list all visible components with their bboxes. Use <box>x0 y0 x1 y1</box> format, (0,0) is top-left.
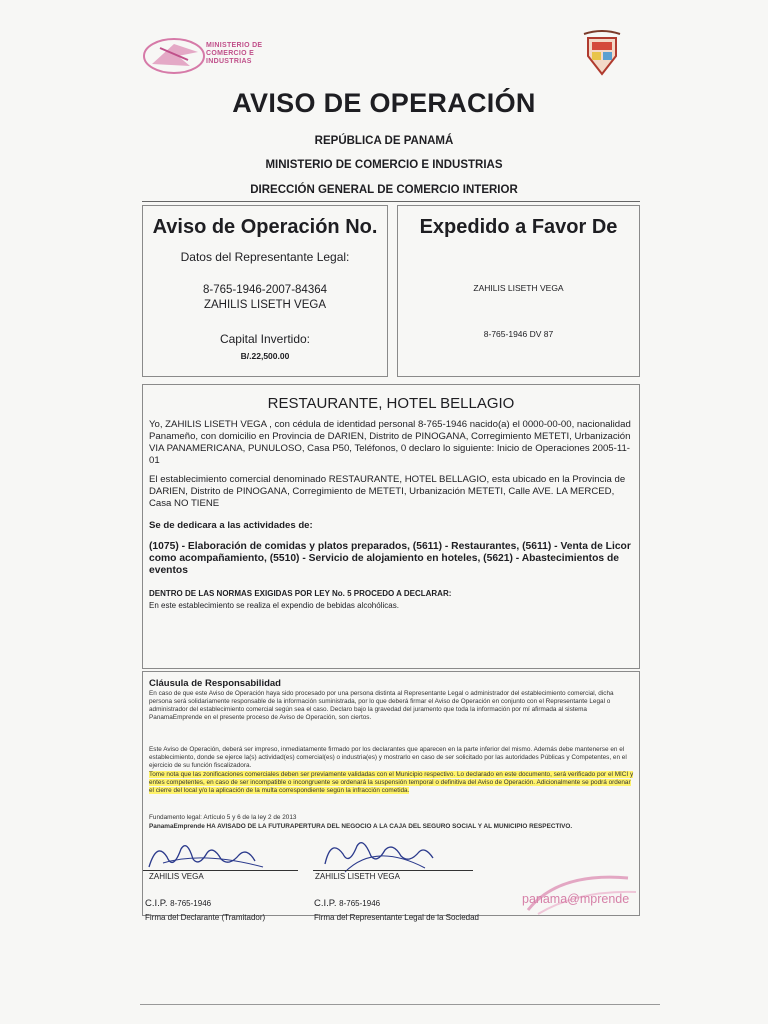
issued-to-box <box>397 205 640 377</box>
law-label: DENTRO DE LAS NORMAS EXIGIDAS POR LEY No. 5 PROCEDO A DECLARAR: <box>149 589 452 598</box>
capital-label: Capital Invertido: <box>219 332 311 346</box>
issued-to-id: 8-765-1946 DV 87 <box>483 329 554 339</box>
ministry-heading: MINISTERIO DE COMERCIO E INDUSTRIAS <box>265 159 503 171</box>
header-divider <box>142 201 640 202</box>
left-signer-name: ZAHILIS VEGA <box>149 872 204 881</box>
left-signature-icon <box>143 837 323 877</box>
legal-basis: Fundamento legal: Artículo 5 y 6 de la ley 2 de 2013 <box>149 814 297 821</box>
activities-text: (1075) - Elaboración de comidas y platos preparados, (5611) - Restaurantes, (5611) - Venta de Licor como acompañamiento, (5510) - Servicio de alojamiento en hoteles, (5621) - Abastecimientos de eventos <box>149 541 631 576</box>
page-title: AVISO DE OPERACIÓN <box>232 88 536 118</box>
ministry-logo-text: MINISTERIO DE COMERCIO E INDUSTRIAS <box>206 42 263 65</box>
notice-number: 8-765-1946-2007-84364 <box>202 284 328 296</box>
declaration-text: Yo, ZAHILIS LISETH VEGA , con cédula de identidad personal 8-765-1946 nacido(a) el 0000-00-00, nacionalidad Panameño, con domicilio en Provincia de DARIEN, Distrito de PINOGANA, Corregimiento METETI, Urbanización VIA PANAMERICANA, PUNULOSO, Casa P50, Teléfonos, 0 declaro lo siguiente: Inicio de Operaciones 2005-11-01 <box>149 419 631 466</box>
panamaemprende-logo <box>518 870 648 920</box>
notice-number-heading: Aviso de Operación No. <box>152 216 378 238</box>
left-signer-role: Firma del Declarante (Tramitador) <box>145 913 266 922</box>
direction-heading: DIRECCIÓN GENERAL DE COMERCIO INTERIOR <box>250 184 518 196</box>
css-municipality-notice: PanamaEmprende HA AVISADO DE LA FUTURAPERTURA DEL NEGOCIO A LA CAJA DEL SEGURO SOCIAL Y AL MUNICIPIO RESPECTIVO. <box>149 823 573 830</box>
capital-value: B/.22,500.00 <box>240 351 290 361</box>
left-signature-line <box>143 870 298 871</box>
issued-to-name: ZAHILIS LISETH VEGA <box>473 283 564 293</box>
issued-to-heading: Expedido a Favor De <box>419 216 618 238</box>
business-box <box>142 384 640 669</box>
law-text: En este establecimiento se realiza el expendio de bebidas alcohólicas. <box>149 601 399 610</box>
clause-text-1: En caso de que este Aviso de Operación haya sido procesado por una persona distinta al Representante Legal o administrador del establecimiento comercial, dicha persona será solidariamente responsable de la información suministrada, por lo que deberá firmar el Aviso de Operación en conjunto con el Representante Legal o administrador del establecimiento comercial según sea el caso. Declaro bajo la gravedad del juramento que toda la información por mí afirmada al sistema PanamaEmprende en el presente proceso de Aviso de Operación, son ciertos. <box>149 690 614 721</box>
footer-divider <box>140 1004 660 1005</box>
clause-title: Cláusula de Responsabilidad <box>149 678 281 689</box>
country-heading: REPÚBLICA DE PANAMÁ <box>314 135 454 147</box>
zoning-warning-highlight: Tome nota que las zonificaciones comerciales deben ser previamente validadas con el Municipio respectivo. Lo declarado en este documento, será verificado por el MICI y entes competentes, en caso de ser incompatible o incongruente se ordenará la suspensión temporal o definitiva del Aviso de Operación. Adicionalmente se podrá ordenar el cierre del local y/o la aplicación de la multa correspondiente según la infracción cometida. <box>149 771 634 794</box>
right-cip: C.I.P. 8-765-1946 <box>314 898 381 909</box>
rep-name: ZAHILIS LISETH VEGA <box>203 299 327 311</box>
activities-label: Se de dedicara a las actividades de: <box>149 520 313 531</box>
notice-number-box <box>142 205 388 377</box>
panamaemprende-text: panama@mprende <box>522 892 630 906</box>
business-name: RESTAURANTE, HOTEL BELLAGIO <box>267 395 515 412</box>
rep-label: Datos del Representante Legal: <box>180 250 350 264</box>
clause-text-2: Este Aviso de Operación, deberá ser impreso, inmediatamente firmado por los declarantes que aparecen en la parte inferior del mismo. Además debe mantenerse en el establecimiento, donde se ejerce la(s) actividad(es) comercial(es) o industria(es) y mostrarlo en caso de ser solicitado por las autoridades Públicas y Competentes, en el ejercicio de su función fiscalizadora. <box>149 746 627 769</box>
location-text: El establecimiento comercial denominado RESTAURANTE, HOTEL BELLAGIO, esta ubicado en la Provincia de DARIEN, Distrito de PINOGANA, Corregimiento de METETI, Urbanización METETI, Calle AVE. LA MERCED, Casa NO TIENE <box>149 474 626 509</box>
ministry-logo-icon <box>140 34 210 76</box>
panama-crest-icon <box>582 30 622 76</box>
right-signature-line <box>313 870 473 871</box>
ministry-logo <box>140 34 280 76</box>
right-signer-name: ZAHILIS LISETH VEGA <box>315 872 400 881</box>
right-signer-role: Firma del Representante Legal de la Sociedad <box>314 913 479 922</box>
left-cip: C.I.P. 8-765-1946 <box>145 898 212 909</box>
